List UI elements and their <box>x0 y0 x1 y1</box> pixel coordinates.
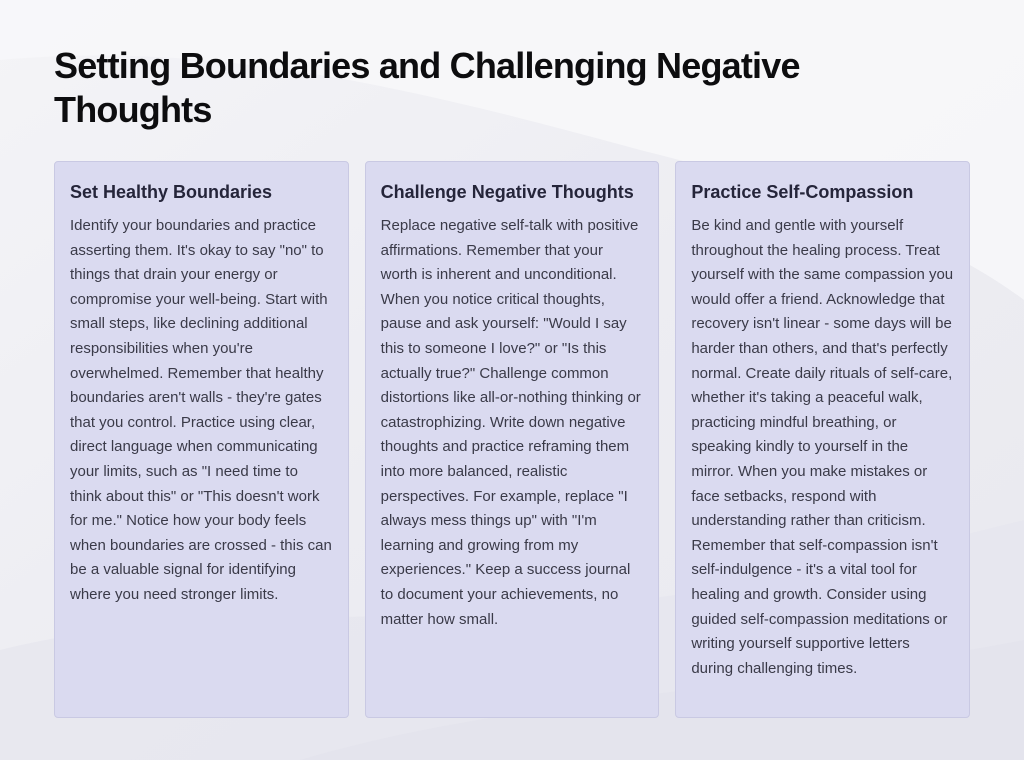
card-practice-self-compassion <box>675 161 970 718</box>
card-set-healthy-boundaries <box>54 161 349 718</box>
card-title: Practice Self-Compassion <box>691 182 914 202</box>
card-title: Challenge Negative Thoughts <box>380 182 634 202</box>
card-body: Identify your boundaries and practice asserting them. It's okay to say "no" to things that drain your energy or compromise your well-being. Start with small steps, like declining additional responsibilities when you're overwhelmed. Remember that healthy boundaries aren't walls - they're gates that you control. Practice using clear, direct language when communicating your limits, such as "I need time to think about this" or "This doesn't work for me." Notice how your body feels when boundaries are crossed - this can be a valuable signal for identifying where you need stronger limits. <box>70 217 332 603</box>
card-challenge-negative-thoughts <box>365 161 660 718</box>
card-body: Replace negative self-talk with positive affirmations. Remember that your worth is inherent and unconditional. When you notice critical thoughts, pause and ask yourself: "Would I say this to someone I love?" or "Is this actually true?" Challenge common distortions like all-or-nothing thinking or catastrophizing. Write down negative thoughts and practice reframing them into more balanced, realistic perspectives. For example, replace "I always mess things up" with "I'm learning and growing from my experiences." Keep a success journal to document your achievements, no matter how small. <box>380 217 641 628</box>
page-title: Setting Boundaries and Challenging Negative Thoughts <box>54 45 800 130</box>
card-title: Set Healthy Boundaries <box>70 182 273 202</box>
card-body: Be kind and gentle with yourself throughout the healing process. Treat yourself with the same compassion you would offer a friend. Acknowledge that recovery isn't linear - some days will be harder than others, and that's perfectly normal. Create daily rituals of self-care, whether it's taking a peaceful walk, practicing mindful breathing, or speaking kindly to yourself in the mirror. When you make mistakes or face setbacks, respond with understanding rather than criticism. Remember that self-compassion isn't self-indulgence - it's a vital tool for healing and growth. Consider using guided self-compassion meditations or writing yourself supportive letters during challenging times. <box>691 217 954 677</box>
cards-row <box>54 161 970 718</box>
